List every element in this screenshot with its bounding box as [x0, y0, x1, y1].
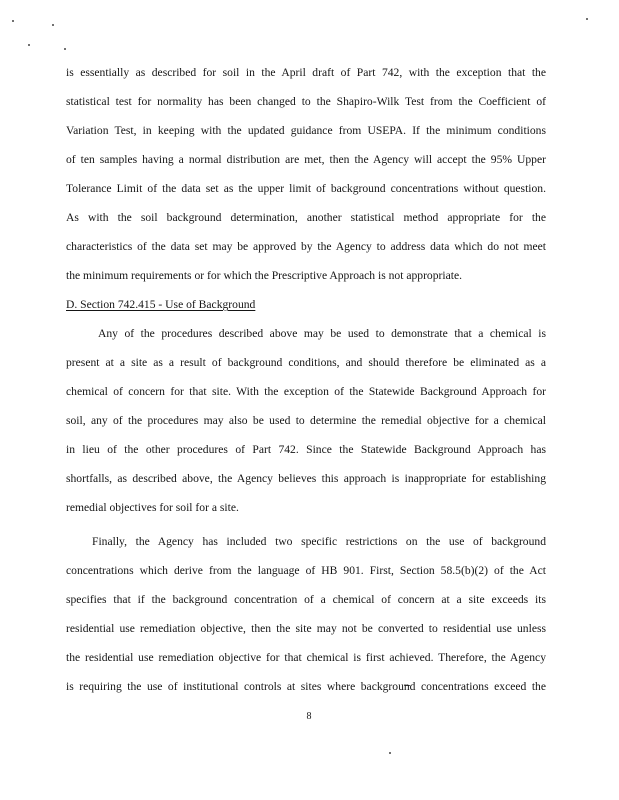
section-heading: D. Section 742.415 - Use of Background — [66, 298, 256, 311]
body-text-line: characteristics of the data set may be approved by the Agency to address data which do not meet — [66, 240, 546, 253]
body-text-line: present at a site as a result of background conditions, and should therefore be eliminated as a — [66, 356, 546, 369]
body-text-line: remedial objectives for soil for a site. — [66, 501, 239, 514]
body-text-line: Variation Test, in keeping with the updated guidance from USEPA. If the minimum conditions — [66, 124, 546, 137]
body-text-line: specifies that if the background concentration of a chemical of concern at a site exceeds its — [66, 593, 546, 606]
page-number: 8 — [306, 711, 312, 722]
scan-speck — [64, 48, 66, 50]
body-text-line: As with the soil background determination, another statistical method appropriate for the — [66, 211, 546, 224]
body-text-line: statistical test for normality has been changed to the Shapiro-Wilk Test from the Coefficient of — [66, 95, 546, 108]
body-text-line: in lieu of the other procedures of Part 742. Since the Statewide Background Approach has — [66, 443, 546, 456]
body-text-line: of ten samples having a normal distribution are met, then the Agency will accept the 95% Upper — [66, 153, 546, 166]
body-text-line: residential use remediation objective, then the site may not be converted to residential use unless — [66, 622, 546, 635]
scan-speck — [12, 20, 14, 22]
body-text-line: Finally, the Agency has included two specific restrictions on the use of background — [92, 535, 546, 548]
body-text-line: the minimum requirements or for which the Prescriptive Approach is not appropriate. — [66, 269, 463, 282]
body-text-line: the residential use remediation objective for that chemical is first achieved. Therefore, the Agency — [66, 651, 546, 664]
body-text-line: soil, any of the procedures may also be used to determine the remedial objective for a chemical — [66, 414, 546, 427]
body-text-line: is requiring the use of institutional controls at sites where background concentrations exceed the — [66, 680, 546, 693]
body-text-line: Tolerance Limit of the data set as the upper limit of background concentrations without question. — [66, 182, 546, 195]
scan-speck — [52, 24, 54, 26]
scan-speck — [389, 752, 391, 754]
scan-speck — [586, 18, 588, 20]
body-text-line: shortfalls, as described above, the Agency believes this approach is inappropriate for establishing — [66, 472, 546, 485]
body-text-line: Any of the procedures described above may be used to demonstrate that a chemical is — [98, 327, 546, 340]
body-text-line: chemical of concern for that site. With the exception of the Statewide Background Approach for — [66, 385, 546, 398]
body-text-line: concentrations which derive from the language of HB 901. First, Section 58.5(b)(2) of the Act — [66, 564, 546, 577]
scan-speck — [28, 44, 30, 46]
body-text-line: is essentially as described for soil in the April draft of Part 742, with the exception that the — [66, 66, 546, 79]
